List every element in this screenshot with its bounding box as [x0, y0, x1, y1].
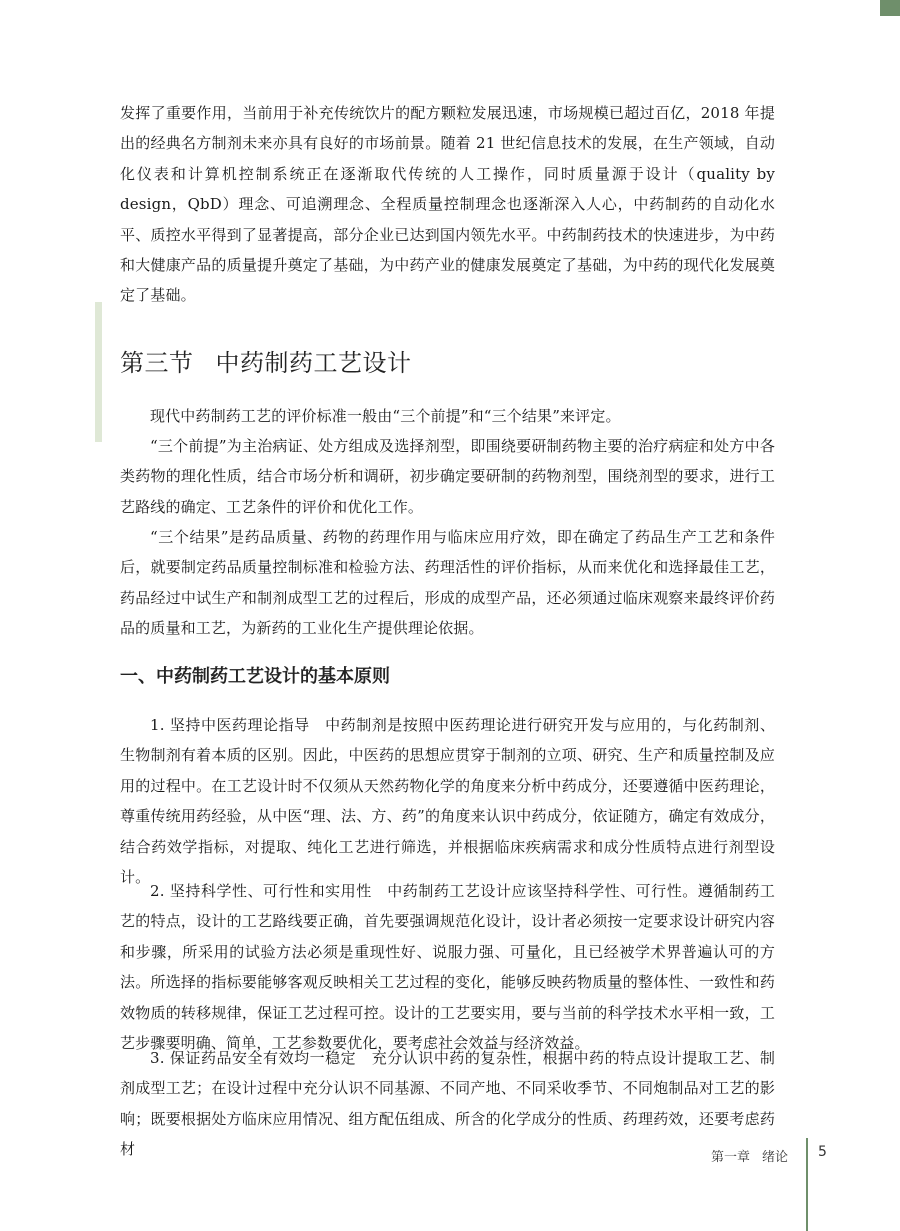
intro-paragraph: 发挥了重要作用，当前用于补充传统饮片的配方颗粒发展迅速，市场规模已超过百亿，2018 年提出的经典名方制剂未来亦具有良好的市场前景。随着 21 世纪信息技术的发展，在生产领域，自动化仪表和计算机控制系统正在逐渐取代传统的人工操作，同时质量源于设计（quality by design，QbD）理念、可追溯理念、全程质量控制理念也逐渐深入人心，中药制药的自动化水平、质控水平得到了显著提高，部分企业已达到国内领先水平。中药制药技术的快速进步，为中药和大健康产品的质量提升奠定了基础，为中药产业的健康发展奠定了基础，为中药的现代化发展奠定了基础。: [120, 104, 775, 305]
principle-1-lead: 1. 坚持中医药理论指导: [150, 716, 310, 734]
principle-3: [120, 1043, 775, 1165]
principle-2-text: 中药制药工艺设计应该坚持科学性、可行性。遵循制药工艺的特点，设计的工艺路线要正确，首先要强调规范化设计，设计者必须按一定要求设计研究内容和步骤，所采用的试验方法必须是重现性好、说服力强、可量化，且已经被学术界普遍认可的方法。所选择的指标要能够客观反映相关工艺过程的变化，能够反映药物质量的整体性、一致性和药效物质的转移规律，保证工艺过程可控。设计的工艺要实用，要与当前的科学技术水平相一致，工艺步骤要明确、简单，工艺参数要优化，要考虑社会效益与经济效益。: [120, 882, 775, 1053]
footer-chapter: 第一章: [710, 1150, 750, 1165]
section-number: 第三节: [120, 349, 194, 377]
subheading: 一、中药制药工艺设计的基本原则: [120, 666, 390, 687]
corner-tab: [880, 0, 900, 16]
principle-1: [120, 710, 775, 892]
section-title-text: 中药制药工艺设计: [215, 349, 412, 377]
footer-rule: [806, 1138, 808, 1231]
principle-2-lead: 2. 坚持科学性、可行性和实用性: [150, 882, 372, 900]
section-paragraph-3: “三个结果”是药品质量、药物的药理作用与临床应用疗效，即在确定了药品生产工艺和条件后，就要制定药品质量控制标准和检验方法、药理活性的评价指标，从而来优化和选择最佳工艺，药品经过中试生产和制剂成型工艺的过程后，形成的成型产品，还必须通过临床观察来最终评价药品的质量和工艺，为新药的工业化生产提供理论依据。: [120, 528, 775, 638]
principle-3-text: 充分认识中药的复杂性，根据中药的特点设计提取工艺、制剂成型工艺；在设计过程中充分认识不同基源、不同产地、不同采收季节、不同炮制品对工艺的影响；既要根据处方临床应用情况、组方配伍组成、所含的化学成分的性质、药理药效，还要考虑药材: [120, 1049, 775, 1159]
section-paragraph-1: 现代中药制药工艺的评价标准一般由“三个前提”和“三个结果”来评定。: [150, 407, 621, 425]
section-paragraph-2: “三个前提”为主治病证、处方组成及选择剂型，即围绕要研制药物主要的治疗病症和处方中各类药物的理化性质，结合市场分析和调研，初步确定要研制的药物剂型，围绕剂型的要求，进行工艺路线的确定、工艺条件的评价和优化工作。: [120, 437, 775, 516]
page-number: 5: [818, 1144, 827, 1160]
footer-chapter-title: 绪论: [761, 1150, 788, 1165]
section-accent-bar: [95, 302, 102, 442]
principle-3-lead: 3. 保证药品安全有效均一稳定: [150, 1049, 357, 1067]
section-title: [120, 343, 412, 378]
principle-1-text: 中药制剂是按照中医药理论进行研究开发与应用的，与化药制剂、生物制剂有着本质的区别。因此，中医药的思想应贯穿于制剂的立项、研究、生产和质量控制及应用的过程中。在工艺设计时不仅须从天然药物化学的角度来分析中药成分，还要遵循中医药理论，尊重传统用药经验，从中医“理、法、方、药”的角度来认识中药成分，依证随方，确定有效成分，结合药效学指标，对提取、纯化工艺进行筛选，并根据临床疾病需求和成分性质特点进行剂型设计。: [120, 716, 775, 887]
principle-2: [120, 876, 775, 1058]
running-footer: [711, 1146, 788, 1165]
